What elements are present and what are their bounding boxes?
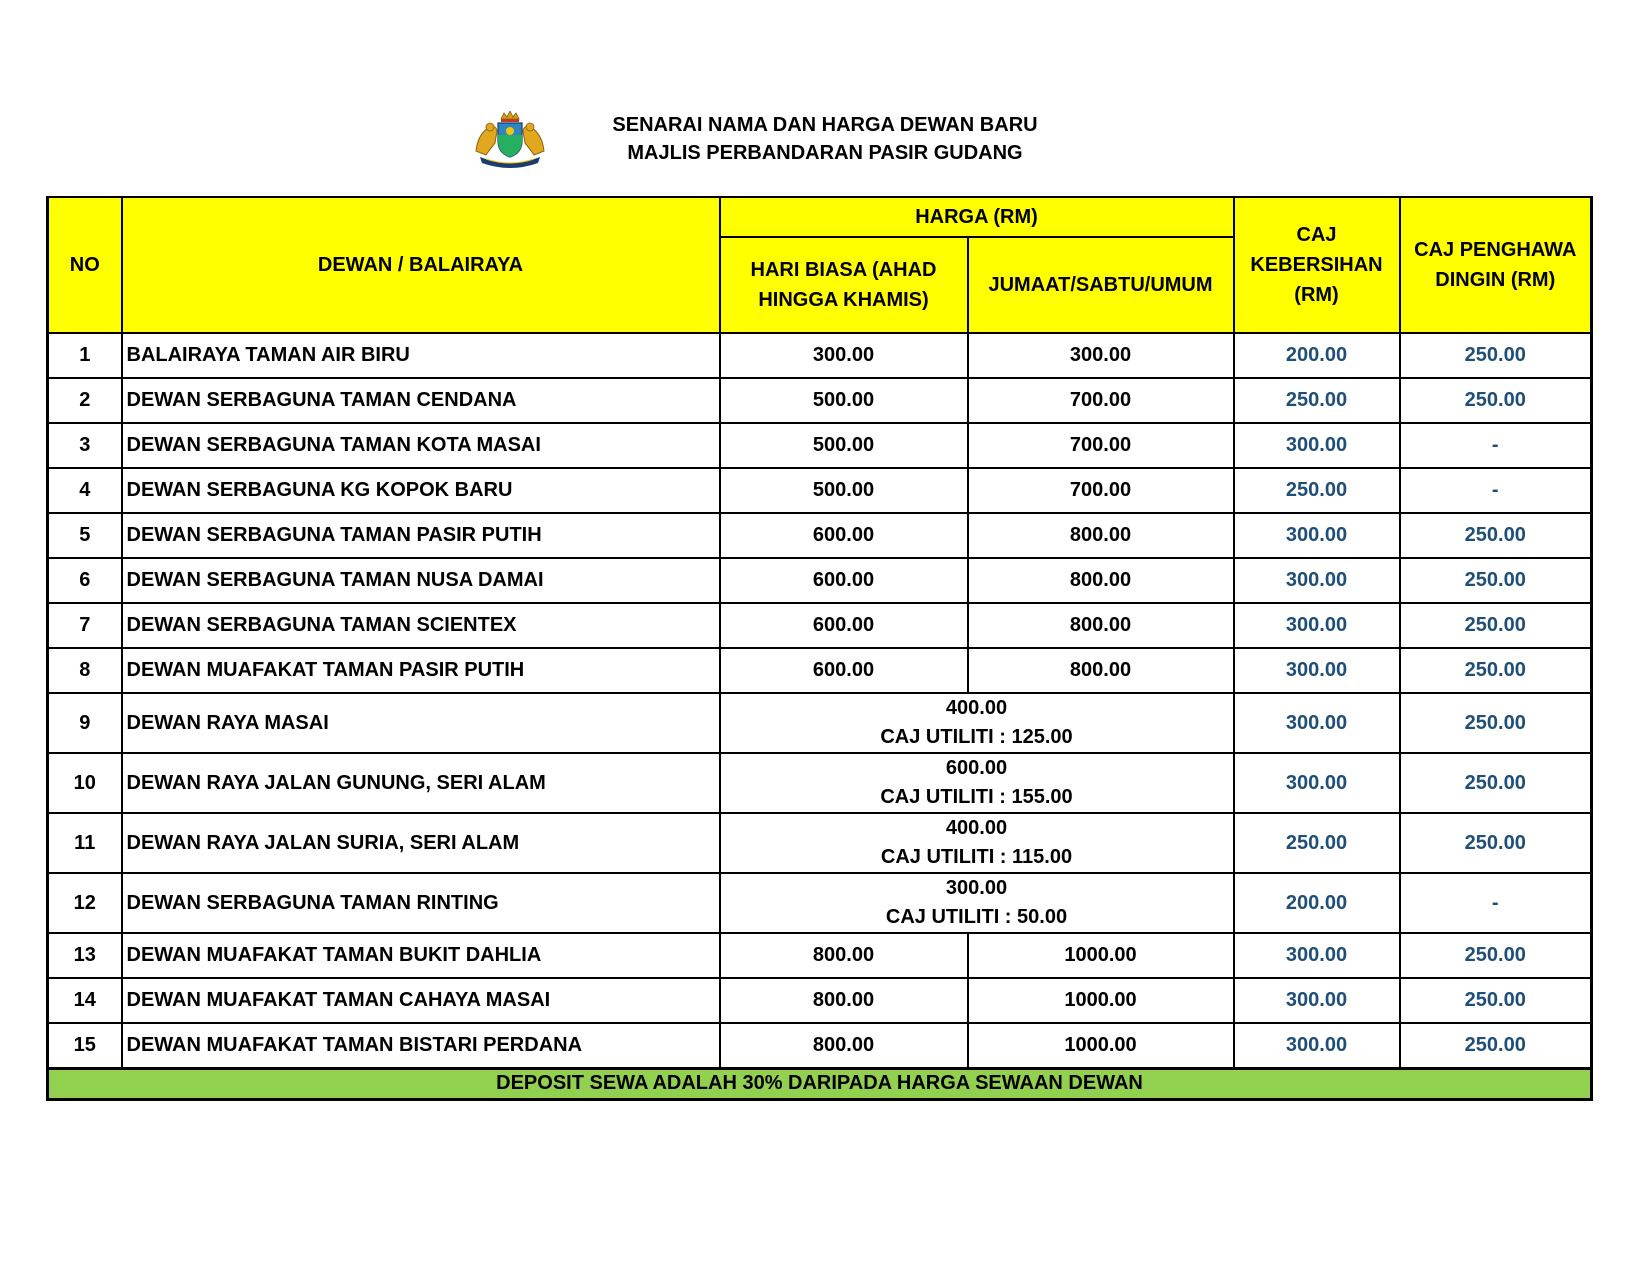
- price-value: 400.00: [945, 817, 1008, 839]
- weekend-price: 800.00: [968, 603, 1234, 648]
- aircond-charge: 250.00: [1400, 693, 1592, 753]
- row-number: 6: [48, 558, 122, 603]
- row-number: 8: [48, 648, 122, 693]
- header-caj-kebersihan: CAJ KEBERSIHAN (RM): [1234, 197, 1400, 333]
- hall-name: DEWAN SERBAGUNA TAMAN NUSA DAMAI: [122, 558, 720, 603]
- weekend-price: 800.00: [968, 558, 1234, 603]
- cleaning-charge: 250.00: [1234, 468, 1400, 513]
- merged-price: [720, 693, 1234, 753]
- weekday-price: 300.00: [720, 333, 968, 378]
- table-row: [48, 378, 1592, 423]
- row-number: 11: [48, 813, 122, 873]
- weekday-price: 600.00: [720, 513, 968, 558]
- hall-name: DEWAN MUAFAKAT TAMAN PASIR PUTIH: [122, 648, 720, 693]
- price-value: 300.00: [945, 877, 1008, 899]
- row-number: 2: [48, 378, 122, 423]
- weekend-price: 1000.00: [968, 1023, 1234, 1068]
- deposit-note: DEPOSIT SEWA ADALAH 30% DARIPADA HARGA SEWAAN DEWAN: [48, 1068, 1592, 1099]
- hall-name: DEWAN SERBAGUNA TAMAN PASIR PUTIH: [122, 513, 720, 558]
- cleaning-charge: 300.00: [1234, 513, 1400, 558]
- aircond-charge: 250.00: [1400, 558, 1592, 603]
- cleaning-charge: 300.00: [1234, 1023, 1400, 1068]
- utility-charge: CAJ UTILITI : 155.00: [880, 786, 1073, 808]
- cleaning-charge: 300.00: [1234, 603, 1400, 648]
- weekend-price: 300.00: [968, 333, 1234, 378]
- utility-charge: CAJ UTILITI : 125.00: [880, 726, 1073, 748]
- header-jumaat: JUMAAT/SABTU/UMUM: [968, 237, 1234, 333]
- table-row: [48, 813, 1592, 873]
- weekday-price: 500.00: [720, 468, 968, 513]
- weekend-price: 800.00: [968, 648, 1234, 693]
- merged-price: [720, 873, 1234, 933]
- row-number: 12: [48, 873, 122, 933]
- table-row: [48, 753, 1592, 813]
- hall-name: DEWAN SERBAGUNA KG KOPOK BARU: [122, 468, 720, 513]
- title-line-2: MAJLIS PERBANDARAN PASIR GUDANG: [627, 142, 1023, 164]
- aircond-charge: 250.00: [1400, 978, 1592, 1023]
- table-row: [48, 978, 1592, 1023]
- row-number: 14: [48, 978, 122, 1023]
- cleaning-charge: 300.00: [1234, 423, 1400, 468]
- weekday-price: 600.00: [720, 648, 968, 693]
- aircond-charge: 250.00: [1400, 933, 1592, 978]
- aircond-charge: 250.00: [1400, 513, 1592, 558]
- table-row: [48, 468, 1592, 513]
- row-number: 13: [48, 933, 122, 978]
- table-row: [48, 423, 1592, 468]
- aircond-charge: -: [1400, 468, 1592, 513]
- table-row: [48, 693, 1592, 753]
- weekday-price: 800.00: [720, 978, 968, 1023]
- hall-name: DEWAN SERBAGUNA TAMAN SCIENTEX: [122, 603, 720, 648]
- aircond-charge: 250.00: [1400, 753, 1592, 813]
- weekday-price: 500.00: [720, 378, 968, 423]
- aircond-charge: -: [1400, 423, 1592, 468]
- row-number: 7: [48, 603, 122, 648]
- aircond-charge: 250.00: [1400, 648, 1592, 693]
- weekend-price: 1000.00: [968, 978, 1234, 1023]
- weekend-price: 700.00: [968, 468, 1234, 513]
- weekend-price: 700.00: [968, 378, 1234, 423]
- table-row: [48, 513, 1592, 558]
- hall-name: BALAIRAYA TAMAN AIR BIRU: [122, 333, 720, 378]
- row-number: 3: [48, 423, 122, 468]
- row-number: 10: [48, 753, 122, 813]
- table-row: [48, 1023, 1592, 1068]
- aircond-charge: 250.00: [1400, 333, 1592, 378]
- table-row: [48, 648, 1592, 693]
- cleaning-charge: 200.00: [1234, 873, 1400, 933]
- weekday-price: 800.00: [720, 1023, 968, 1068]
- cleaning-charge: 250.00: [1234, 378, 1400, 423]
- row-number: 9: [48, 693, 122, 753]
- hall-name: DEWAN SERBAGUNA TAMAN KOTA MASAI: [122, 423, 720, 468]
- weekday-price: 800.00: [720, 933, 968, 978]
- cleaning-charge: 300.00: [1234, 693, 1400, 753]
- cleaning-charge: 300.00: [1234, 933, 1400, 978]
- weekend-price: 700.00: [968, 423, 1234, 468]
- header-caj-penghawa: CAJ PENGHAWA DINGIN (RM): [1400, 197, 1592, 333]
- document-header: [0, 105, 1650, 175]
- utility-charge: CAJ UTILITI : 115.00: [880, 846, 1073, 868]
- cleaning-charge: 300.00: [1234, 753, 1400, 813]
- hall-name: DEWAN RAYA JALAN GUNUNG, SERI ALAM: [122, 753, 720, 813]
- weekday-price: 500.00: [720, 423, 968, 468]
- utility-charge: CAJ UTILITI : 50.00: [885, 906, 1068, 928]
- table-row: [48, 873, 1592, 933]
- header-hari-biasa: HARI BIASA (AHAD HINGGA KHAMIS): [720, 237, 968, 333]
- council-crest-logo: [468, 111, 552, 169]
- table-row: [48, 603, 1592, 648]
- weekday-price: 600.00: [720, 558, 968, 603]
- aircond-charge: 250.00: [1400, 378, 1592, 423]
- hall-name: DEWAN RAYA MASAI: [122, 693, 720, 753]
- header-dewan: DEWAN / BALAIRAYA: [122, 197, 720, 333]
- header-no: NO: [48, 197, 122, 333]
- cleaning-charge: 300.00: [1234, 558, 1400, 603]
- aircond-charge: -: [1400, 873, 1592, 933]
- hall-name: DEWAN SERBAGUNA TAMAN RINTING: [122, 873, 720, 933]
- row-number: 5: [48, 513, 122, 558]
- aircond-charge: 250.00: [1400, 1023, 1592, 1068]
- table-body: [48, 333, 1592, 1068]
- price-value: 400.00: [945, 697, 1008, 719]
- cleaning-charge: 300.00: [1234, 978, 1400, 1023]
- cleaning-charge: 300.00: [1234, 648, 1400, 693]
- merged-price: [720, 813, 1234, 873]
- row-number: 15: [48, 1023, 122, 1068]
- weekend-price: 800.00: [968, 513, 1234, 558]
- hall-name: DEWAN SERBAGUNA TAMAN CENDANA: [122, 378, 720, 423]
- row-number: 4: [48, 468, 122, 513]
- weekday-price: 600.00: [720, 603, 968, 648]
- header-harga: HARGA (RM): [720, 197, 1234, 237]
- cleaning-charge: 200.00: [1234, 333, 1400, 378]
- price-value: 600.00: [945, 757, 1008, 779]
- weekend-price: 1000.00: [968, 933, 1234, 978]
- hall-name: DEWAN MUAFAKAT TAMAN CAHAYA MASAI: [122, 978, 720, 1023]
- cleaning-charge: 250.00: [1234, 813, 1400, 873]
- row-number: 1: [48, 333, 122, 378]
- hall-name: DEWAN MUAFAKAT TAMAN BISTARI PERDANA: [122, 1023, 720, 1068]
- table-row: [48, 933, 1592, 978]
- title-line-1: SENARAI NAMA DAN HARGA DEWAN BARU: [612, 114, 1038, 136]
- hall-name: DEWAN RAYA JALAN SURIA, SERI ALAM: [122, 813, 720, 873]
- aircond-charge: 250.00: [1400, 813, 1592, 873]
- table-row: [48, 558, 1592, 603]
- title-block: [560, 111, 1090, 167]
- table-row: [48, 333, 1592, 378]
- merged-price: [720, 753, 1234, 813]
- hall-price-table: [46, 196, 1593, 1101]
- aircond-charge: 250.00: [1400, 603, 1592, 648]
- hall-name: DEWAN MUAFAKAT TAMAN BUKIT DAHLIA: [122, 933, 720, 978]
